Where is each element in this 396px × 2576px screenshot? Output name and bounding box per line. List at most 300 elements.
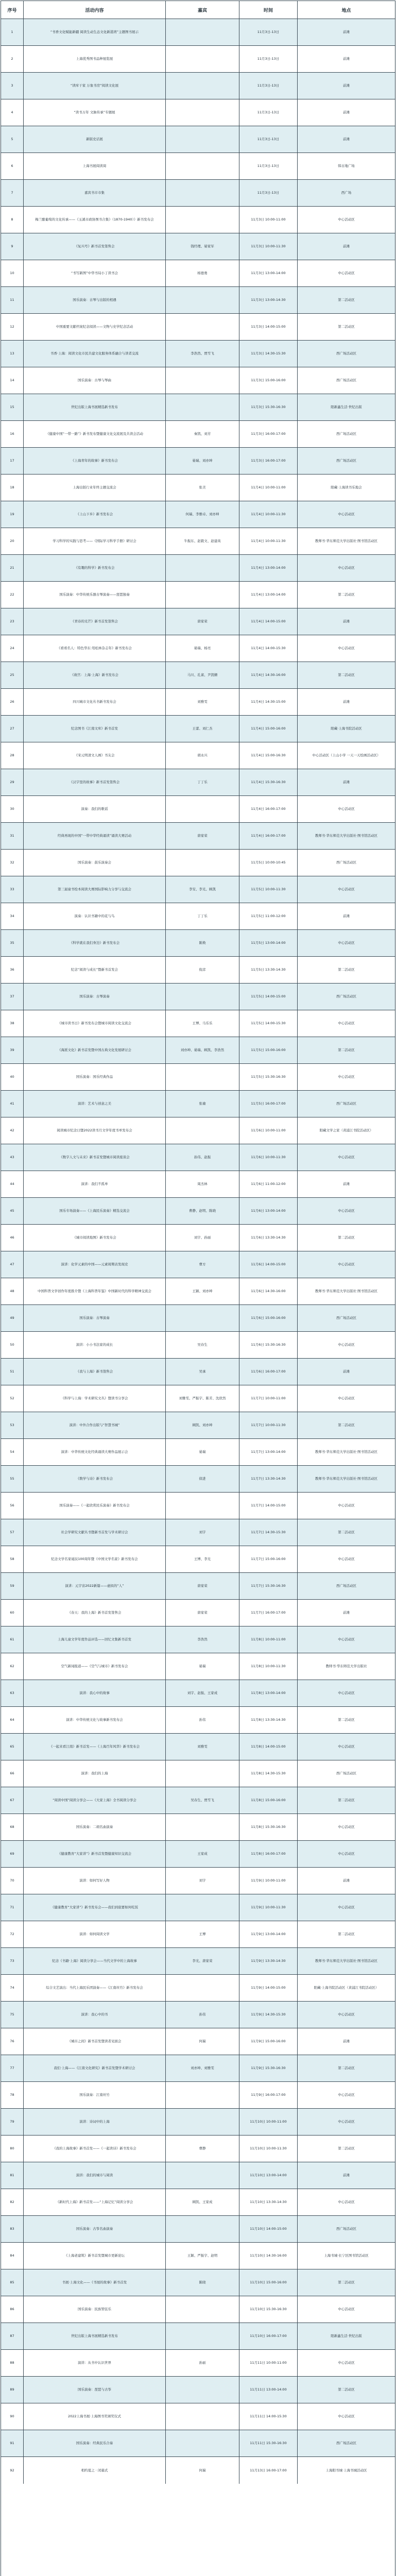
event-place: 西广场活动区 xyxy=(336,378,356,383)
row-number: 31 xyxy=(1,823,24,849)
event-place: 前滩 xyxy=(343,244,350,249)
event-guest: 张瑜 xyxy=(166,1091,239,1117)
event-guest xyxy=(166,2323,239,2349)
table-row xyxy=(1,1144,395,1171)
event-title: 《健康中国“一带一路”》新书发布暨健康文化交流展及共读会活动 xyxy=(24,421,166,447)
event-time: 11月9日 16:00-17:00 xyxy=(239,2082,298,2108)
event-place: 阳藏·上海书院活动区（黄浦江书院活动区） xyxy=(314,1986,379,1990)
event-time: 11月9日 15:30-16:30 xyxy=(239,2055,298,2081)
event-place: 前滩 xyxy=(343,1369,350,1374)
row-number: 75 xyxy=(1,2002,24,2028)
event-guest: 王博、马乐乐 xyxy=(166,1010,239,1037)
table-row xyxy=(1,2109,395,2136)
row-number: 16 xyxy=(1,421,24,447)
event-title: 《数学与诗》新书发布会 xyxy=(24,1466,166,1492)
event-place: 前滩 xyxy=(343,83,350,88)
event-title: 演奏：我们的歌谣 xyxy=(24,796,166,822)
event-guest xyxy=(166,984,239,1010)
table-row xyxy=(1,2296,395,2323)
event-guest: 吴承 xyxy=(166,1359,239,1385)
row-number: 51 xyxy=(1,1359,24,1385)
event-time: 11月9日 13:30-14:30 xyxy=(239,1948,298,1974)
table-row xyxy=(1,314,395,341)
event-guest: 曹静 xyxy=(166,2136,239,2162)
event-guest xyxy=(166,1814,239,1840)
event-time: 11月7日 15:00-16:00 xyxy=(239,1546,298,1572)
event-place: 西广场活动区 xyxy=(336,432,356,436)
event-title: 《科学与上海：学术研究文丛》暨读书分享会 xyxy=(24,1385,166,1412)
event-title: 《上海老建筑》新书首发暨城市更新论坛 xyxy=(24,2243,166,2269)
event-guest xyxy=(166,19,239,45)
table-row xyxy=(1,769,395,796)
event-time: 11月9日 13:00-14:00 xyxy=(239,1921,298,1947)
event-schedule-table xyxy=(1,1,395,2576)
row-number: 71 xyxy=(1,1894,24,1921)
event-guest: 徐进 xyxy=(166,1466,239,1492)
event-guest: 倪彦 xyxy=(166,957,239,983)
table-row xyxy=(1,1332,395,1359)
table-row xyxy=(1,1064,395,1091)
event-title: 演讲：如何阅读文学 xyxy=(24,1921,166,1947)
row-number: 22 xyxy=(1,582,24,608)
event-guest: 王颖、刘亦坤 xyxy=(166,1278,239,1304)
event-time: 11月7日 13:30-14:30 xyxy=(239,1466,298,1492)
row-number: 90 xyxy=(1,2403,24,2430)
event-time: 11月3日-13日 xyxy=(239,73,298,99)
row-number: 82 xyxy=(1,2189,24,2215)
event-title: 经典再现的中国“一带中华经典诵读”诵读大赛活动 xyxy=(24,823,166,849)
row-number: 36 xyxy=(1,957,24,983)
table-row xyxy=(1,1493,395,1519)
row-number: 21 xyxy=(1,555,24,581)
event-title: 演讲：我们的上海 xyxy=(24,1760,166,1787)
event-title: 《科学就在我们身边》新书发布会 xyxy=(24,930,166,956)
row-number: 42 xyxy=(1,1117,24,1144)
event-title: 世纪出版上海书展精选新书发布 xyxy=(24,394,166,420)
row-number: 57 xyxy=(1,1519,24,1546)
table-header-row xyxy=(1,1,395,19)
row-number: 49 xyxy=(1,1305,24,1331)
event-guest xyxy=(166,1064,239,1090)
event-guest: 顾凯、王家成 xyxy=(166,2189,239,2215)
event-time: 11月5日 14:00-15:30 xyxy=(239,1010,298,1037)
event-guest xyxy=(166,2430,239,2456)
event-guest: 孙伟 xyxy=(166,2002,239,2028)
row-number: 32 xyxy=(1,850,24,876)
table-row xyxy=(1,1626,395,1653)
event-time: 11月9日 14:30-15:30 xyxy=(239,2002,298,2028)
event-place: 第二活动区 xyxy=(338,298,355,302)
table-row xyxy=(1,1251,395,1278)
event-place: 中心活动区 xyxy=(338,1503,355,1508)
event-place: 第二活动区 xyxy=(338,1718,355,1722)
event-title: 国乐演奏：国乐经典作品 xyxy=(24,1064,166,1090)
event-title: 上海优秀图书品种展览展 xyxy=(24,46,166,72)
event-title: 《城市阅读地图》新书发布会 xyxy=(24,1225,166,1251)
event-title: 2022上海书展·上海图书奖颁奖仪式 xyxy=(24,2403,166,2430)
row-number: 15 xyxy=(1,394,24,420)
event-guest xyxy=(166,1894,239,1921)
event-title: “读库干家 万象书房”阅读文化展 xyxy=(24,73,166,99)
row-number: 69 xyxy=(1,1841,24,1867)
row-number: 67 xyxy=(1,1787,24,1814)
event-guest: 曹方 xyxy=(166,1251,239,1278)
event-guest: 曹静、赵明、陈晓 xyxy=(166,1198,239,1224)
event-time: 11月3日 15:30-16:30 xyxy=(239,394,298,420)
event-place: 第二活动区 xyxy=(338,673,355,677)
event-guest: 吴春生、贾雪飞 xyxy=(166,1787,239,1814)
event-guest: 王博 xyxy=(166,1921,239,1947)
table-row xyxy=(1,1278,395,1305)
event-time: 11月3日 13:00-14:30 xyxy=(239,287,298,313)
event-guest: 丁丁乐 xyxy=(166,769,239,795)
table-row xyxy=(1,608,395,635)
event-title: 《看看名人：特色华东·用松林杂志年》新书发布会 xyxy=(24,635,166,662)
table-row xyxy=(1,207,395,233)
event-place: 阳新鑫生活·世纪出版 xyxy=(331,2334,362,2338)
event-time: 11月4日 10:00-11:00 xyxy=(239,474,298,501)
table-row xyxy=(1,957,395,984)
event-guest xyxy=(166,2082,239,2108)
event-title: 《健康教育“大家讲”》新书发布会——我们到底要如何吃饭 xyxy=(24,1894,166,1921)
event-time: 11月13日 16:00-17:00 xyxy=(239,2457,298,2484)
row-number: 72 xyxy=(1,1921,24,1947)
event-place: 中心活动区 xyxy=(338,1396,355,1401)
event-place: 前滩 xyxy=(343,619,350,624)
header-time: 时间 xyxy=(239,1,298,19)
table-row xyxy=(1,2323,395,2350)
table-row xyxy=(1,1921,395,1948)
event-guest xyxy=(166,73,239,99)
event-guest: 张美 xyxy=(166,474,239,501)
event-title: 《复兴号》新书首发签售会 xyxy=(24,233,166,260)
event-place: 中心活动区 xyxy=(338,1905,355,1910)
event-title: 《健康教育“大家讲”》新书首发暨健康知识交流会 xyxy=(24,1841,166,1867)
table-row xyxy=(1,2243,395,2269)
table-row xyxy=(1,260,395,287)
row-number: 37 xyxy=(1,984,24,1010)
event-time: 11月4日 15:30-16:30 xyxy=(239,769,298,795)
table-row xyxy=(1,1787,395,1814)
table-row xyxy=(1,2189,395,2216)
row-number: 88 xyxy=(1,2350,24,2376)
row-number: 40 xyxy=(1,1064,24,1090)
table-row xyxy=(1,1385,395,1412)
event-title: 《新时代上海》新书首发——“上海记忆”阅读分享会 xyxy=(24,2189,166,2215)
event-place: 中心活动区 xyxy=(338,1637,355,1642)
event-title: 书香·上海：阅读文化市民共建文化服务体系融合与读者交流 xyxy=(24,341,166,367)
event-place: 中心活动区（上山小学 一天一天绘画活动区） xyxy=(312,753,381,758)
event-place: 中心活动区 xyxy=(338,566,355,570)
event-time: 11月3日 13:00-14:00 xyxy=(239,260,298,286)
event-guest xyxy=(166,394,239,420)
event-title: 纪念图书《江南文库》新书首发 xyxy=(24,716,166,742)
event-guest: 王颖、严振宇、赵明 xyxy=(166,2243,239,2269)
event-guest: 李浩然 xyxy=(166,1626,239,1653)
row-number: 41 xyxy=(1,1091,24,1117)
event-time: 11月5日 15:30-16:30 xyxy=(239,1064,298,1090)
event-time: 11月8日 10:00-11:30 xyxy=(239,1653,298,1680)
event-time: 11月4日 15:00-16:00 xyxy=(239,716,298,742)
event-place: 西广场活动区 xyxy=(336,1316,356,1320)
event-time: 11月6日 14:30-16:00 xyxy=(239,1278,298,1304)
event-title: “读书万年 文脉传承”专题展 xyxy=(24,99,166,126)
event-title: 演讲：我心中的故事 xyxy=(24,1680,166,1706)
event-time: 11月6日 16:00-17:00 xyxy=(239,1359,298,1385)
event-title: “书写新图”中华书局小丁读书会 xyxy=(24,260,166,286)
row-number: 76 xyxy=(1,2028,24,2055)
event-time: 11月4日 13:00-14:00 xyxy=(239,582,298,608)
event-time: 11月3日-13日 xyxy=(239,180,298,206)
row-number: 65 xyxy=(1,1734,24,1760)
event-title: 《海派文化》新书首发暨中国古典文化发展研讨会 xyxy=(24,1037,166,1063)
row-number: 10 xyxy=(1,260,24,286)
row-number: 13 xyxy=(1,341,24,367)
event-title: 我们·上海——《江南文化研究》新书首发暨学术研讨会 xyxy=(24,2055,166,2081)
row-number: 85 xyxy=(1,2269,24,2296)
row-number: 33 xyxy=(1,876,24,903)
row-number: 84 xyxy=(1,2243,24,2269)
event-time: 11月6日 15:00-16:00 xyxy=(239,1305,298,1331)
event-place: 第二活动区 xyxy=(338,1932,355,1937)
event-place: 第二活动区 xyxy=(338,1048,355,1053)
event-guest: 刘宇、孙丽 xyxy=(166,1225,239,1251)
header-place: 地点 xyxy=(341,8,351,13)
event-place: 韩古地广场 xyxy=(338,164,355,168)
event-place: 中心活动区 xyxy=(338,807,355,811)
table-row xyxy=(1,2028,395,2055)
event-time: 11月5日 11:00-12:00 xyxy=(239,903,298,929)
event-guest: 陈焕 xyxy=(166,930,239,956)
row-number: 14 xyxy=(1,367,24,394)
table-row xyxy=(1,1171,395,1198)
event-guest: 秦凯、刘芳 xyxy=(166,421,239,447)
event-guest: 杨德勇 xyxy=(166,260,239,286)
row-number: 29 xyxy=(1,769,24,795)
event-time: 11月6日 10:00-11:30 xyxy=(239,1144,298,1171)
event-place: 阳藏文学之家（黄浦江书院活动区） xyxy=(319,1128,373,1133)
event-time: 11月9日 14:00-15:00 xyxy=(239,1975,298,2001)
event-time: 11月8日 15:00-16:00 xyxy=(239,1787,298,1814)
row-number: 28 xyxy=(1,742,24,769)
event-title: 纪念“阅读与成长”暨新书首发会 xyxy=(24,957,166,983)
event-place: 前滩 xyxy=(343,780,350,785)
event-time: 11月6日 14:00-15:00 xyxy=(239,1251,298,1278)
event-title: 国乐演奏：古琴与琴曲 xyxy=(24,367,166,394)
event-title: 国乐专场演奏——《上海民乐演奏》精选交流会 xyxy=(24,1198,166,1224)
event-time: 11月4日 15:00-16:30 xyxy=(239,742,298,769)
event-title: 纪念《书籍·上海》阅读分享会——当代文学中的上海故事 xyxy=(24,1948,166,1974)
event-guest: 晏瑞 xyxy=(166,1439,239,1465)
event-time: 11月5日 10:00-10:45 xyxy=(239,850,298,876)
event-time: 11月11日 13:00-14:00 xyxy=(239,2377,298,2403)
row-number: 60 xyxy=(1,1600,24,1626)
event-place: 中心活动区 xyxy=(338,1744,355,1749)
event-time: 11月5日 10:00-11:30 xyxy=(239,876,298,903)
event-guest: 孙伟、赵振 xyxy=(166,1144,239,1171)
event-time: 11月4日 10:00-11:30 xyxy=(239,528,298,554)
row-number: 6 xyxy=(1,153,24,179)
event-place: 阳新鑫生活·世纪出版 xyxy=(331,405,362,410)
event-time: 11月3日-13日 xyxy=(239,126,298,152)
event-place: 西广场活动区 xyxy=(336,1101,356,1106)
row-number: 24 xyxy=(1,635,24,662)
row-number: 39 xyxy=(1,1037,24,1063)
event-guest: 马川、孔雀、尹凯姗 xyxy=(166,662,239,688)
event-guest xyxy=(166,1975,239,2001)
event-title: 社会学研究文献丛书暨新书首发与学术研讨会 xyxy=(24,1519,166,1546)
row-number: 20 xyxy=(1,528,24,554)
event-title: 国乐演奏：二胡名曲演奏 xyxy=(24,1814,166,1840)
event-place: 第二活动区 xyxy=(338,592,355,597)
table-row xyxy=(1,99,395,126)
table-row xyxy=(1,1948,395,1975)
table-row xyxy=(1,1546,395,1573)
event-guest xyxy=(166,314,239,340)
event-place: 教师书·华东师范大学出版社·图书馆活动区 xyxy=(315,1450,378,1454)
event-title: 国乐演奏：琵琶与古筝 xyxy=(24,2377,166,2403)
table-row xyxy=(1,1037,395,1064)
table-row xyxy=(1,474,395,501)
event-place: 前滩 xyxy=(343,1611,350,1615)
table-body xyxy=(1,19,395,2484)
table-row xyxy=(1,19,395,46)
row-number: 55 xyxy=(1,1466,24,1492)
table-row xyxy=(1,662,395,689)
event-title: 上海儿童文学年度作品评选——回忆文集新书首发 xyxy=(24,1626,166,1653)
table-row xyxy=(1,635,395,662)
event-title: 演讲：我心中的书 xyxy=(24,2002,166,2028)
event-title: 国乐演奏：民族管弦乐 xyxy=(24,2296,166,2323)
event-title: 《一起来看江南》新书首发——《上海百年风华》新书发布会 xyxy=(24,1734,166,1760)
event-place: 中心活动区 xyxy=(338,2120,355,2124)
event-place: 西广场活动区 xyxy=(336,1771,356,1776)
event-guest xyxy=(166,46,239,72)
table-row xyxy=(1,46,395,73)
event-place: 第二活动区 xyxy=(338,2280,355,2285)
event-place: 前滩 xyxy=(343,2173,350,2178)
table-row xyxy=(1,876,395,903)
event-title: 《宋元明清文人画》书友会 xyxy=(24,742,166,769)
row-number: 54 xyxy=(1,1439,24,1465)
table-row xyxy=(1,555,395,582)
table-row xyxy=(1,1010,395,1037)
table-row xyxy=(1,1117,395,1144)
table-row xyxy=(1,233,395,260)
event-place: 教师书·华东师范大学出版社 xyxy=(325,1664,367,1669)
event-place: 第二活动区 xyxy=(338,1423,355,1428)
table-row xyxy=(1,180,395,207)
row-number: 45 xyxy=(1,1198,24,1224)
event-time: 11月9日 15:00-16:00 xyxy=(239,2028,298,2055)
header-guest: 嘉宾 xyxy=(166,1,239,19)
event-time: 11月8日 10:00-11:00 xyxy=(239,1626,298,1653)
row-number: 66 xyxy=(1,1760,24,1787)
event-time: 11月6日 11:00-12:00 xyxy=(239,1171,298,1197)
table-row xyxy=(1,716,395,742)
event-time: 11月8日 13:00-14:00 xyxy=(239,1680,298,1706)
row-number: 48 xyxy=(1,1278,24,1304)
row-number: 92 xyxy=(1,2457,24,2484)
event-title: 演讲：从书中认识世界 xyxy=(24,2350,166,2376)
table-row xyxy=(1,1653,395,1680)
event-place: 教师书·华东师范大学出版社·图书馆活动区 xyxy=(315,1477,378,1481)
event-place: 中心活动区 xyxy=(338,887,355,892)
event-time: 11月4日 16:00-17:00 xyxy=(239,823,298,849)
table-row xyxy=(1,126,395,153)
table-row xyxy=(1,341,395,367)
row-number: 64 xyxy=(1,1707,24,1733)
event-time: 11月3日 14:00-15:00 xyxy=(239,314,298,340)
event-place: 西广场活动区 xyxy=(336,994,356,999)
table-row xyxy=(1,153,395,180)
event-guest xyxy=(166,796,239,822)
event-place: 阳藏·上海读书乐地会 xyxy=(331,485,362,490)
row-number: 78 xyxy=(1,2082,24,2108)
event-title: 中国科普文学创作年度推介暨《上海科普年鉴》中国新时代的科学精神交流会 xyxy=(24,1278,166,1304)
event-title: 世纪出版上海书展精选新书发布 xyxy=(24,2323,166,2349)
row-number: 46 xyxy=(1,1225,24,1251)
event-guest xyxy=(166,2377,239,2403)
event-guest: 李光、唐家荣 xyxy=(166,1948,239,1974)
event-place: 中心活动区 xyxy=(338,1209,355,1213)
event-time: 11月3日 10:00-11:00 xyxy=(239,207,298,233)
event-time: 11月10日 10:00-11:30 xyxy=(239,2136,298,2162)
event-place: 中心活动区 xyxy=(338,1075,355,1079)
table-row xyxy=(1,287,395,314)
table-row xyxy=(1,2269,395,2296)
row-number: 63 xyxy=(1,1680,24,1706)
event-guest xyxy=(166,2109,239,2135)
event-title: 《上海青年的故事》新书发布会 xyxy=(24,448,166,474)
row-number: 2 xyxy=(1,46,24,72)
event-time: 11月7日 14:00-15:00 xyxy=(239,1493,298,1519)
row-number: 61 xyxy=(1,1626,24,1653)
event-title: 《城市读书日》新书发布会暨城市阅读文化交流会 xyxy=(24,1010,166,1037)
event-title: 中国重要文献档案纪念阅读——文物与史学纪念活动 xyxy=(24,314,166,340)
event-title: 演讲：如何写好人物 xyxy=(24,1868,166,1894)
row-number: 79 xyxy=(1,2109,24,2135)
row-number: 3 xyxy=(1,73,24,99)
row-number: 81 xyxy=(1,2162,24,2189)
event-time: 11月10日 16:00-17:00 xyxy=(239,2323,298,2349)
event-place: 西广场活动区 xyxy=(336,1584,356,1588)
table-row xyxy=(1,1573,395,1600)
event-guest: 何瑞 xyxy=(166,2028,239,2055)
event-place: 前滩 xyxy=(343,57,350,61)
event-title: 空气新闻报道——《空气与城市》新书发布会 xyxy=(24,1653,166,1680)
event-place: 第二活动区 xyxy=(338,1235,355,1240)
event-title: 国乐演奏：鼓乐演奏会 xyxy=(24,850,166,876)
table-row xyxy=(1,1091,395,1117)
row-number: 73 xyxy=(1,1948,24,1974)
table-row xyxy=(1,1734,395,1760)
table-row xyxy=(1,1707,395,1734)
row-number: 5 xyxy=(1,126,24,152)
event-title: 演讲：诗词中的上海 xyxy=(24,2109,166,2135)
row-number: 43 xyxy=(1,1144,24,1171)
event-title: 学习科学的实践与思考——《国际学习科学手册》研讨会 xyxy=(24,528,166,554)
event-place: 前滩 xyxy=(343,700,350,704)
event-guest xyxy=(166,99,239,126)
event-time: 11月10日 14:30-16:00 xyxy=(239,2243,298,2269)
event-guest: 周杰林 xyxy=(166,1171,239,1197)
row-number: 87 xyxy=(1,2323,24,2349)
table-row xyxy=(1,2002,395,2028)
event-time: 11月3日-13日 xyxy=(239,46,298,72)
event-place: 西广场 xyxy=(341,191,352,195)
table-row xyxy=(1,73,395,99)
